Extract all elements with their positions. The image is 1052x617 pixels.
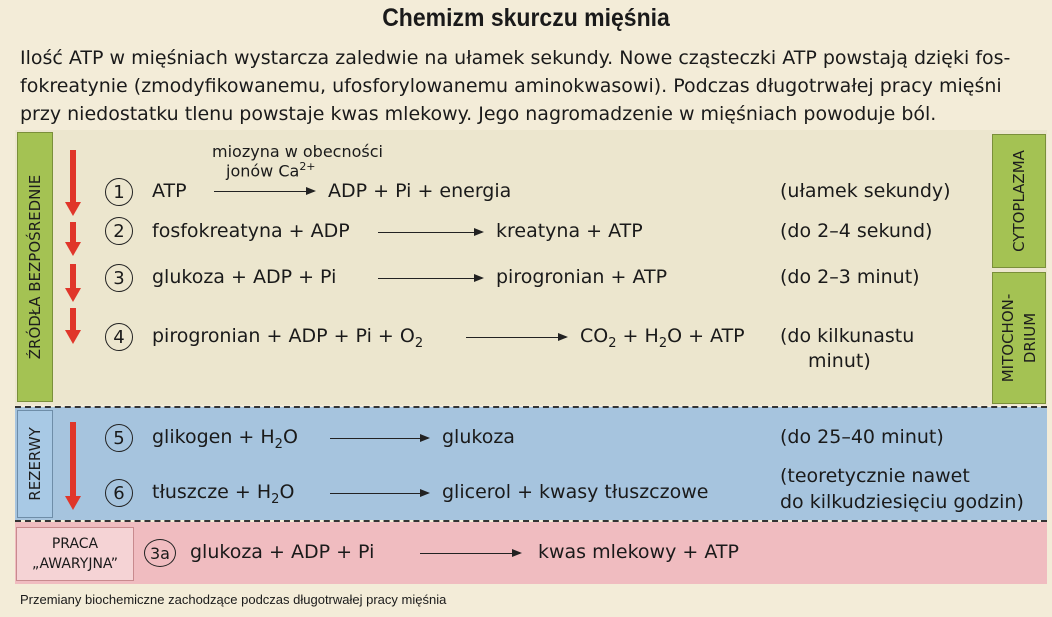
reaction-time: (do 2–4 sekund) [780, 220, 933, 242]
cytoplasm-label-box [992, 134, 1046, 268]
mitochondrium-label-box [992, 272, 1046, 404]
reaction-time: (do 2–3 minut) [780, 266, 920, 288]
catalyst-label-line1: miozyna w obecności [212, 142, 383, 161]
intro-line: fokreatynie (zmodyfikowanemu, ufosforylowanemu aminokwasowi). Podczas długotrwałej pracy mięśni [20, 75, 1002, 97]
emergency-label-box [16, 527, 134, 581]
subscript: 2 [608, 335, 617, 351]
catalyst-ion: jonów Ca [226, 161, 300, 181]
cytoplasm-label: CYTOPLAZMA [1010, 150, 1028, 252]
reaction-arrow-icon [214, 191, 314, 192]
red-down-arrow-icon [65, 150, 81, 216]
reserves-label: REZERWY [26, 427, 44, 501]
direct-sources-label-box [17, 132, 53, 402]
emergency-label-line1: PRACA [51, 536, 99, 552]
mitochondrium-label [997, 294, 1041, 383]
reaction-arrow-icon [330, 438, 428, 439]
reaction-number: 4 [105, 323, 133, 351]
page-title: Chemizm skurczu mięśnia [382, 4, 670, 32]
reaction-left-text: O [279, 481, 295, 503]
catalyst-label-line2 [226, 160, 316, 180]
reaction-right: pirogronian + ATP [496, 266, 668, 288]
reaction-right-text: CO [580, 325, 609, 347]
reaction-left [152, 426, 298, 452]
reserves-label-box [17, 410, 53, 518]
intro-line: przy niedostatku tlenu powstaje kwas mlekowy. Jego nagromadzenie w mięśniach powoduje ból. [20, 103, 937, 125]
reaction-right: ADP + Pi + energia [328, 180, 512, 202]
intro-line: Ilość ATP w mięśniach wystarcza zaledwie na ułamek sekundy. Nowe cząsteczki ATP powstają dzięki fos- [20, 47, 1011, 69]
reaction-arrow-icon [466, 337, 566, 338]
reaction-left: glukoza + ADP + Pi [152, 266, 337, 288]
figure-caption: Przemiany biochemiczne zachodzące podczas długotrwałej pracy mięśnia [20, 592, 447, 607]
reaction-number: 3 [105, 264, 133, 292]
reaction-right: kwas mlekowy + ATP [538, 541, 739, 563]
reaction-arrow-icon [420, 553, 520, 554]
reaction-number: 5 [105, 424, 133, 452]
subscript: 2 [271, 491, 280, 507]
red-down-arrow-icon [65, 222, 81, 256]
catalyst-charge: 2+ [299, 160, 316, 173]
reaction-time: minut) [808, 350, 871, 372]
dashed-divider [15, 406, 1047, 408]
reaction-left [152, 481, 294, 507]
reaction-right-text: O + ATP [667, 325, 745, 347]
reaction-right: kreatyna + ATP [496, 220, 643, 242]
reaction-time: (do 25–40 minut) [780, 426, 944, 448]
reaction-time: (do kilkunastu [780, 325, 915, 347]
reaction-time: do kilkudziesięciu godzin) [780, 491, 1024, 513]
mitochondrium-label-line1: MITOCHON- [999, 293, 1017, 383]
reaction-right-text: + H [616, 325, 659, 347]
reaction-left [152, 325, 423, 351]
reaction-right: glukoza [442, 426, 515, 448]
reaction-right: glicerol + kwasy tłuszczowe [442, 481, 709, 503]
mitochondrium-label-line2: DRIUM [1021, 312, 1039, 364]
reaction-right [580, 325, 745, 351]
reaction-left-text: glikogen + H [152, 426, 275, 448]
red-down-arrow-icon [65, 422, 81, 510]
reaction-number: 2 [105, 217, 133, 245]
reaction-left: glukoza + ADP + Pi [190, 541, 375, 563]
reaction-arrow-icon [378, 278, 482, 279]
reaction-left-text: tłuszcze + H [152, 481, 272, 503]
reaction-arrow-icon [378, 232, 482, 233]
reaction-number: 3a [144, 539, 176, 567]
subscript: 2 [274, 436, 283, 452]
reaction-arrow-icon [330, 493, 428, 494]
intro-paragraph [20, 44, 1040, 128]
dashed-divider [15, 520, 1047, 522]
reaction-time: (teoretycznie nawet [780, 465, 970, 487]
reaction-number: 6 [105, 479, 133, 507]
reaction-left-text: pirogronian + ADP + Pi + O [152, 325, 415, 347]
direct-sources-label: ŹRÓDŁA BEZPOŚREDNIE [26, 174, 44, 360]
reaction-left: fosfokreatyna + ADP [152, 220, 350, 242]
subscript: 2 [414, 335, 424, 351]
reaction-left-text: O [282, 426, 298, 448]
red-down-arrow-icon [65, 308, 81, 344]
reaction-left: ATP [152, 180, 187, 202]
subscript: 2 [658, 335, 668, 351]
red-down-arrow-icon [65, 264, 81, 302]
reaction-time: (ułamek sekundy) [780, 180, 951, 202]
reaction-number: 1 [105, 178, 133, 206]
emergency-label-line2: „AWARYJNA” [31, 556, 119, 572]
